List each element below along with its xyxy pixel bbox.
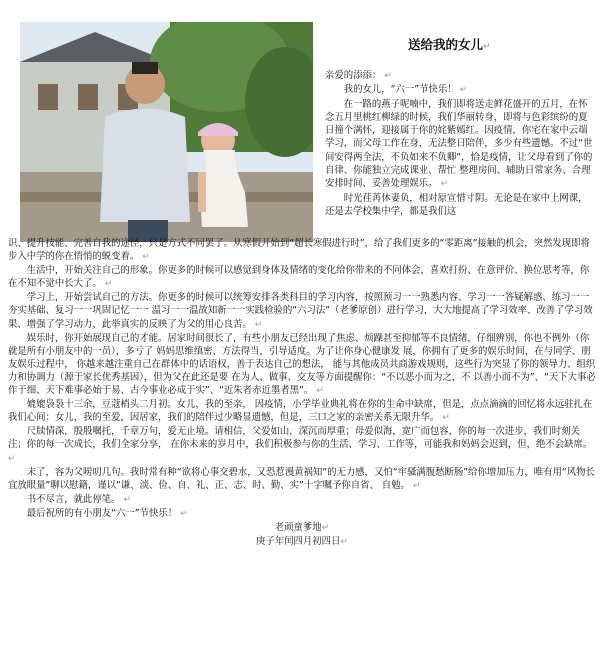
- letter-right-column: [325, 69, 593, 218]
- signature-name: 老顽童爹地↵: [274, 521, 330, 533]
- paragraph-6: 娱乐时，你开始展现自己的才能。居家时间很长了，有些小朋友已经出现了焦虑、烦躁甚至抑郁等不良情绪，仔细辨别，你也不例外（你就是所有小朋友中的一员），多亏了 妈妈思维缜密、方法得当，引导适度。为了让你身心健康发 展，你拥有了更多的娱乐时间，在与同学、朋友娱乐过程中， 你越来越注重自己在群体中的话语权，善于表达自己的想法， 能与其他成员共商游戏规则，这些行为突显了你的领导力、组织力和协调力（源于家长优秀基因），但为父在此还是要 在为人、做事、交友等方面提醒你：“不以恶小而为之，不 以善小而不为”、“天下大事必作于细、天下难事必始于易、古今事业必成于实”、“近朱者赤近墨者黑”。 ↵: [8, 332, 596, 397]
- paragraph-1: 我的女儿，“六一”节快乐！ ↵: [343, 84, 468, 96]
- family-photo: [20, 22, 313, 242]
- paragraph-10: 书不尽言，就此停笔。 ↵: [26, 493, 132, 505]
- paragraph-7: 媲媲袅袅十三余，豆蔻梢头二月初。女儿，我的至亲， 因疫情，小学毕业典礼将在你的生命中缺席，但是，点点滴滴的回忆将永远驻扎在我们心间：女儿，我的至爱，因居家，我们的陪伴过少略显遗憾，但是，三口之家的亲密关系无限升华。 ↵: [8, 399, 593, 424]
- return-mark: ↵: [483, 42, 491, 52]
- letter-title: [408, 35, 491, 53]
- letter-body: [8, 237, 596, 549]
- title-text: 送给我的女儿: [408, 37, 484, 52]
- photo-father-daughter-image: [20, 22, 313, 242]
- paragraph-2: 在一路的燕子呢喃中，我们即将送走鲜花盛开的五月，在怀念五月里桃红柳绿的时候，我们华丽转身，即将与色彩缤纷的夏日撞个满怀，迎接属于你的姹紫嫣红。因疫情，你宅在家中云端学习，而父母工作在身，无法整日陪伴，多少有些遗憾。不过“世间安得两全法，不负如来不负卿”，恰是疫情，让父母看到了你的自律、你能独立完成课业、帮忙 整理房间、辅助日常家务、合理安排时间、妥善处理娱乐。 ↵: [325, 98, 593, 190]
- paragraph-4: 生活中，开始关注自己的形象。你更多的时候可以感觉到身体及情绪的变化给你带来的不同体会，喜欢打扮、在意评价、换位思考等，你在不知不觉中长大了。 ↵: [8, 265, 590, 290]
- signature-date: 庚子年闰四月初四日↵: [256, 536, 348, 548]
- paragraph-3-continued: 识、提升技能、完善自我的途径，只是方式不同罢了。从寒假开始到“超长寒假进行时”，给了我们更多的“零距离”接触的机会，突然发现即将步入中学的你在悄悄的蜕变着。 ↵: [8, 238, 590, 263]
- paragraph-8: 尺牍情深，殷殷嘱托，千章万句，爱无止境。请相信，父爱如山，深沉而厚重；母爱似海，宽广而包容，你的每一次进步，我们时刻关注；你的每一次成长，我们全家分享， 在你未来的岁月中，我们积极参与你的生活、学习、工作等，可能我和妈妈会迟到，但，绝不会缺席。 ↵: [8, 426, 593, 464]
- paragraph-5: 学习上，开始尝试自己的方法。你更多的时候可以统筹安排各类科目的学习内容，按照预习一一熟悉内容、学习一一答疑解惑、练习一一夯实基础、复习一一巩固记忆一一 温习一一温故知新一一实践检验的“六习法”（老爹原创）进行学习，大大地提高了学习效率、改善了学习效果、增强了学习动力，此举真实的反映了为父的用心良苦。 ↵: [8, 292, 593, 330]
- paragraph-11: 最后祝所的有小朋友“六一”节快乐！ ↵: [26, 507, 188, 519]
- greeting: 亲爱的添添： ↵: [325, 70, 392, 81]
- paragraph-3-start: 时光荏苒休妻负，相对原宣惜寸阴。无论是在家中上网课，还是去学校集中学，都是我们这: [325, 192, 588, 217]
- paragraph-9: 末了，容为父唠叨几句。我时常有种“欲将心事交碧水，又恐惹漫黄祸知”的无力感，又怕“牢骚满腹愁断肠”给你增加压力，唯有用“风物长宜放眼量”聊以慰籍，谨以“谦、淡、俭、自、礼、正、志、时、勤、实”十字嘱予你自省、 自勉。 ↵: [8, 466, 595, 491]
